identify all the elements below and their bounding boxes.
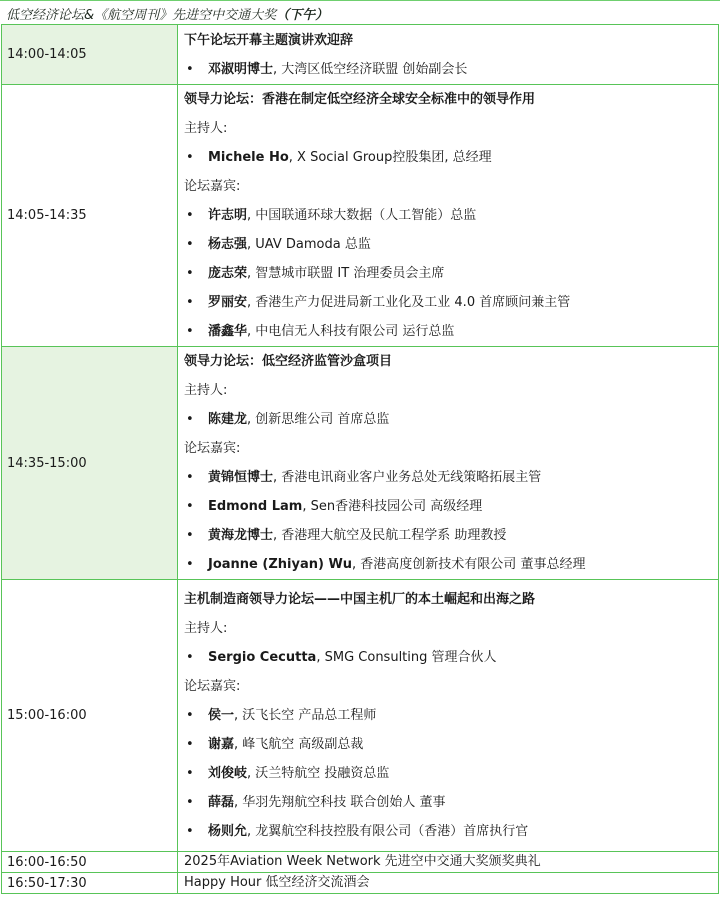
speaker-item <box>184 55 712 84</box>
session-content <box>178 347 719 580</box>
speaker-item <box>184 317 712 346</box>
session-title: Happy Hour 低空经济交流酒会 <box>184 875 370 890</box>
speaker-name: 杨则允 <box>208 824 248 839</box>
speaker-name: 刘俊岐 <box>208 766 248 781</box>
document-title <box>0 0 720 24</box>
speaker-name: 杨志强 <box>208 237 248 252</box>
schedule-table <box>1 24 719 894</box>
speaker-name: 黄锦恒博士 <box>208 470 274 485</box>
host-label: 主持人: <box>184 383 228 398</box>
speaker-item <box>184 788 712 817</box>
speaker-info: , 香港理大航空及民航工程学系 助理教授 <box>273 528 507 543</box>
session-time: 16:00-16:50 <box>2 852 178 873</box>
session-time: 14:05-14:35 <box>2 85 178 347</box>
speaker-info: , 香港生产力促进局新工业化及工业 4.0 首席顾问兼主管 <box>247 295 571 310</box>
speaker-info: , 香港高度创新技术有限公司 董事总经理 <box>352 557 586 572</box>
session-title: 2025年Aviation Week Network 先进空中交通大奖颁奖典礼 <box>184 854 541 869</box>
session-title: 领导力论坛：低空经济监管沙盒项目 <box>184 354 393 369</box>
host-name: Michele Ho <box>208 150 289 165</box>
speaker-item <box>184 521 712 550</box>
speaker-item <box>184 230 712 259</box>
speaker-item <box>184 701 712 730</box>
schedule-row <box>2 580 719 852</box>
speaker-name: 薛磊 <box>208 795 235 810</box>
speaker-info: , Sen香港科技园公司 高级经理 <box>302 499 483 514</box>
host-label: 主持人: <box>184 621 228 636</box>
host-info: , SMG Consulting 管理合伙人 <box>316 650 497 665</box>
speaker-name: 谢嘉 <box>208 737 235 752</box>
speaker-name: 许志明 <box>208 208 248 223</box>
schedule-row <box>2 347 719 580</box>
session-time: 16:50-17:30 <box>2 873 178 894</box>
speaker-item <box>184 463 712 492</box>
session-content <box>178 580 719 852</box>
speaker-item <box>184 492 712 521</box>
speaker-info: , 大湾区低空经济联盟 创始副会长 <box>273 61 468 77</box>
speaker-info: , 智慧城市联盟 IT 治理委员会主席 <box>247 266 445 281</box>
speaker-info: , 中电信无人科技有限公司 运行总监 <box>247 324 455 339</box>
speaker-item <box>184 817 712 846</box>
speaker-info: , 峰飞航空 高级副总裁 <box>234 737 364 752</box>
speaker-item <box>184 259 712 288</box>
schedule-row <box>2 85 719 347</box>
speaker-info: , 沃飞长空 产品总工程师 <box>234 708 377 723</box>
host-info: , 创新思维公司 首席总监 <box>247 412 390 427</box>
speaker-info: , 沃兰特航空 投融资总监 <box>247 766 390 781</box>
speaker-info: , UAV Damoda 总监 <box>247 237 371 252</box>
panel-label: 论坛嘉宾: <box>184 441 241 456</box>
session-title: 主机制造商领导力论坛——中国主机厂的本土崛起和出海之路 <box>184 592 536 607</box>
session-content <box>178 25 719 85</box>
speaker-item <box>184 288 712 317</box>
session-time: 15:00-16:00 <box>2 580 178 852</box>
host-item <box>184 643 712 672</box>
host-label: 主持人: <box>184 121 228 136</box>
schedule-row-single <box>2 852 719 873</box>
speaker-name: 庞志荣 <box>208 266 248 281</box>
speaker-name: 侯一 <box>208 708 235 723</box>
speaker-name: Edmond Lam <box>208 499 303 514</box>
schedule-row <box>2 25 719 85</box>
speaker-item <box>184 550 712 579</box>
title-suffix: （下午） <box>276 8 329 23</box>
speaker-info: , 香港电讯商业客户业务总处无线策略拓展主管 <box>273 470 542 485</box>
speaker-item <box>184 759 712 788</box>
speaker-name: 罗丽安 <box>208 295 248 310</box>
speaker-info: , 中国联通环球大数据（人工智能）总监 <box>247 208 477 223</box>
session-content <box>178 873 719 894</box>
session-time: 14:35-15:00 <box>2 347 178 580</box>
speaker-name: Joanne (Zhiyan) Wu <box>208 557 353 572</box>
speaker-name: 潘鑫华 <box>208 324 248 339</box>
speaker-item <box>184 201 712 230</box>
host-item <box>184 143 712 172</box>
session-title: 领导力论坛：香港在制定低空经济全球安全标准中的领导作用 <box>184 92 536 107</box>
speaker-name: 邓淑明博士 <box>208 61 274 77</box>
host-item <box>184 405 712 434</box>
session-time: 14:00-14:05 <box>2 25 178 85</box>
session-title: 下午论坛开幕主题演讲欢迎辞 <box>184 32 354 48</box>
session-content <box>178 852 719 873</box>
panel-label: 论坛嘉宾: <box>184 179 241 194</box>
session-content <box>178 85 719 347</box>
speaker-info: , 华羽先翔航空科技 联合创始人 董事 <box>234 795 446 810</box>
speaker-item <box>184 730 712 759</box>
host-name: 陈建龙 <box>208 412 248 427</box>
host-name: Sergio Cecutta <box>208 650 317 665</box>
host-info: , X Social Group控股集团, 总经理 <box>288 150 492 165</box>
panel-label: 论坛嘉宾: <box>184 679 241 694</box>
schedule-row-single <box>2 873 719 894</box>
speaker-name: 黄海龙博士 <box>208 528 274 543</box>
title-main: 低空经济论坛&《航空周刊》先进空中交通大奖 <box>6 8 277 23</box>
speaker-info: , 龙翼航空科技控股有限公司（香港）首席执行官 <box>247 824 529 839</box>
